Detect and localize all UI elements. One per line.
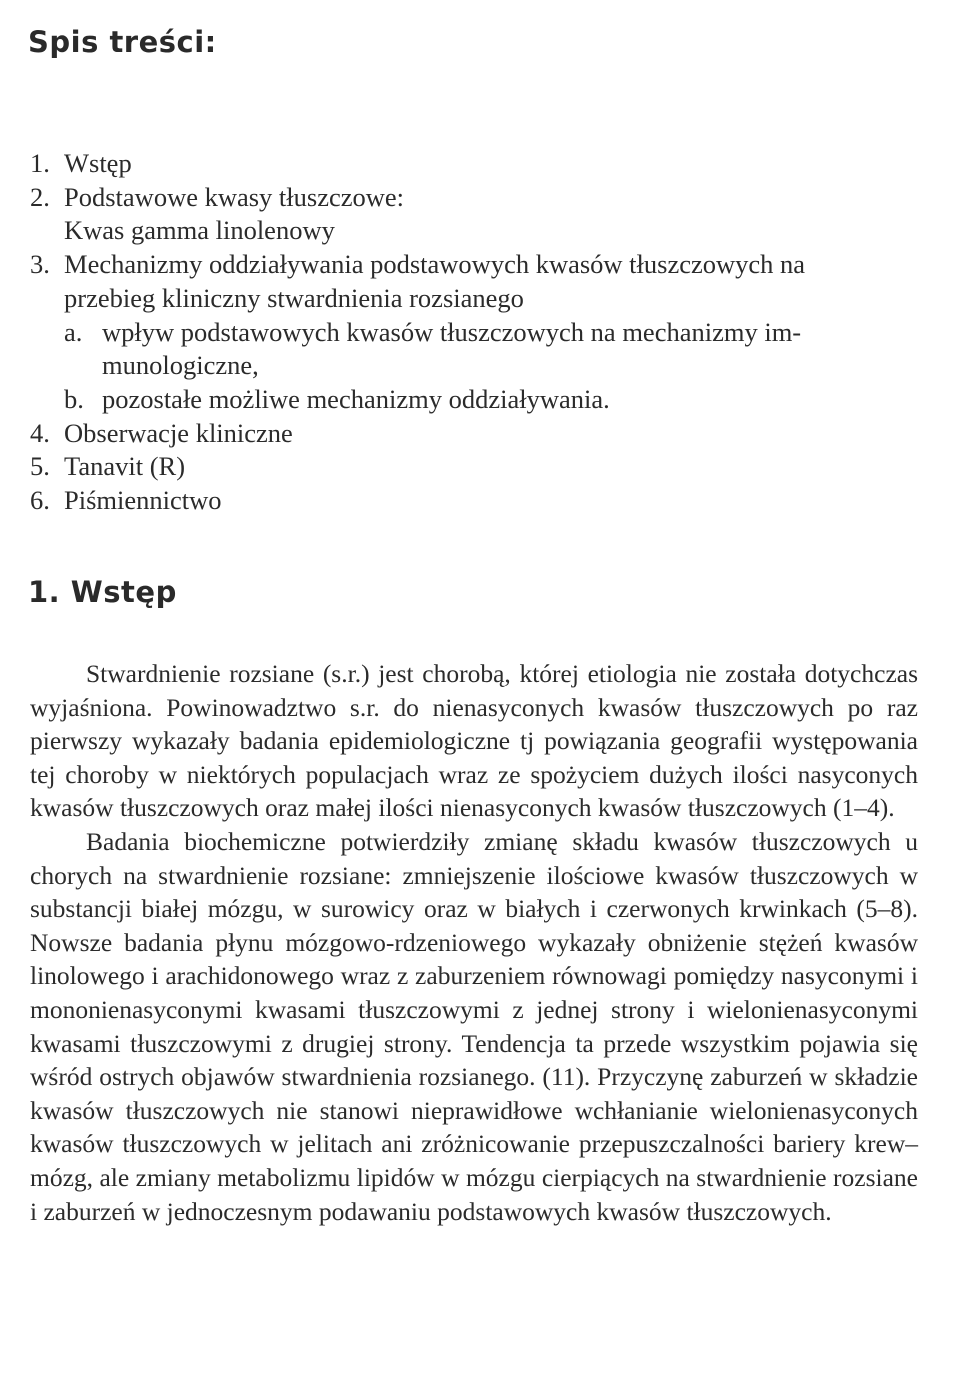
toc-item-text: Obserwacje kliniczne	[64, 417, 293, 448]
toc-item-3-continuation: przebieg kliniczny stwardnienia rozsianego	[64, 282, 524, 313]
toc-item-number: 4.	[30, 417, 50, 448]
toc-item-text: Podstawowe kwasy tłuszczowe:	[64, 181, 405, 212]
toc-item-2-continuation: Kwas gamma linolenowy	[64, 215, 335, 246]
toc-item-text: Tanavit (R)	[64, 451, 186, 482]
toc-subitem-b	[30, 383, 930, 417]
paragraph: Stwardnienie rozsiane (s.r.) jest chorobą, której etiologia nie została dotychczas wyjaśniona. Powinowadztwo s.r. do nienasyconych kwasów tłuszczowych po raz pierwszy wykazały badania epidemiologiczne tj powiązania geografii występowania tej choroby w niektórych populacjach wraz ze spożyciem dużych ilości nasyconych kwasów tłuszczowych oraz małej ilości nienasyconych kwasów tłuszczowych (1–4).	[30, 659, 918, 823]
toc-item-number: 6.	[30, 485, 50, 516]
toc-item-2	[30, 181, 930, 215]
toc-item-number: 3.	[30, 249, 50, 280]
toc-item-number: 1.	[30, 148, 50, 178]
toc-item-number: a.	[64, 316, 83, 347]
toc-subitem-a	[30, 316, 930, 350]
toc-item-text: Piśmiennictwo	[64, 485, 222, 516]
toc-item-text: wpływ podstawowych kwasów tłuszczowych na mechanizmy im-	[102, 316, 802, 347]
toc-item-number: 5.	[30, 451, 50, 482]
toc-item-3	[30, 248, 930, 282]
toc-item-5	[30, 450, 930, 484]
toc-subitem-a-continuation: munologiczne,	[102, 350, 259, 381]
table-of-contents	[30, 147, 930, 518]
toc-item-1	[30, 147, 930, 181]
toc-title: Spis treści:	[28, 25, 217, 59]
toc-item-text: Wstęp	[64, 148, 132, 178]
toc-item-number: 2.	[30, 181, 50, 212]
section-title: 1. Wstęp	[28, 575, 177, 609]
toc-item-6	[30, 484, 930, 518]
paragraph: Badania biochemiczne potwierdziły zmianę składu kwasów tłuszczowych u chorych na stwardnienie rozsiane: zmniejszenie ilościowe kwasów tłuszczowych w substancji białej mózgu, w surowicy oraz w białych i czerwonych krwinkach (5–8). Nowsze badania płynu mózgowo-rdzeniowego wykazały obniżenie stężeń kwasów linolowego i arachidonowego wraz z zaburzeniem równowagi pomiędzy nasyconymi i mononienasyconymi kwasami tłuszczowymi z jednej strony i wielonienasyconymi kwasami tłuszczowymi z drugiej strony. Tendencja ta przede wszystkim pojawia się wśród ostrych objawów stwardnienia rozsianego. (11). Przyczynę zaburzeń w składzie kwasów tłuszczowych nie stanowi nieprawidłowe wchłanianie wielonienasyconych kwasów tłuszczowych w jelitach ani zróżnicowanie przepuszczalności bariery krew–mózg, ale zmiany metabolizmu lipidów w mózgu cierpiących na stwardnienie rozsiane i zaburzeń w jednoczesnym podawaniu podstawowych kwasów tłuszczowych.	[30, 826, 918, 1226]
section-body	[30, 657, 918, 1228]
toc-item-text: pozostałe możliwe mechanizmy oddziaływania.	[102, 383, 610, 414]
toc-item-text: Mechanizmy oddziaływania podstawowych kwasów tłuszczowych na	[64, 249, 806, 280]
toc-item-4	[30, 417, 930, 451]
toc-item-number: b.	[64, 383, 84, 414]
